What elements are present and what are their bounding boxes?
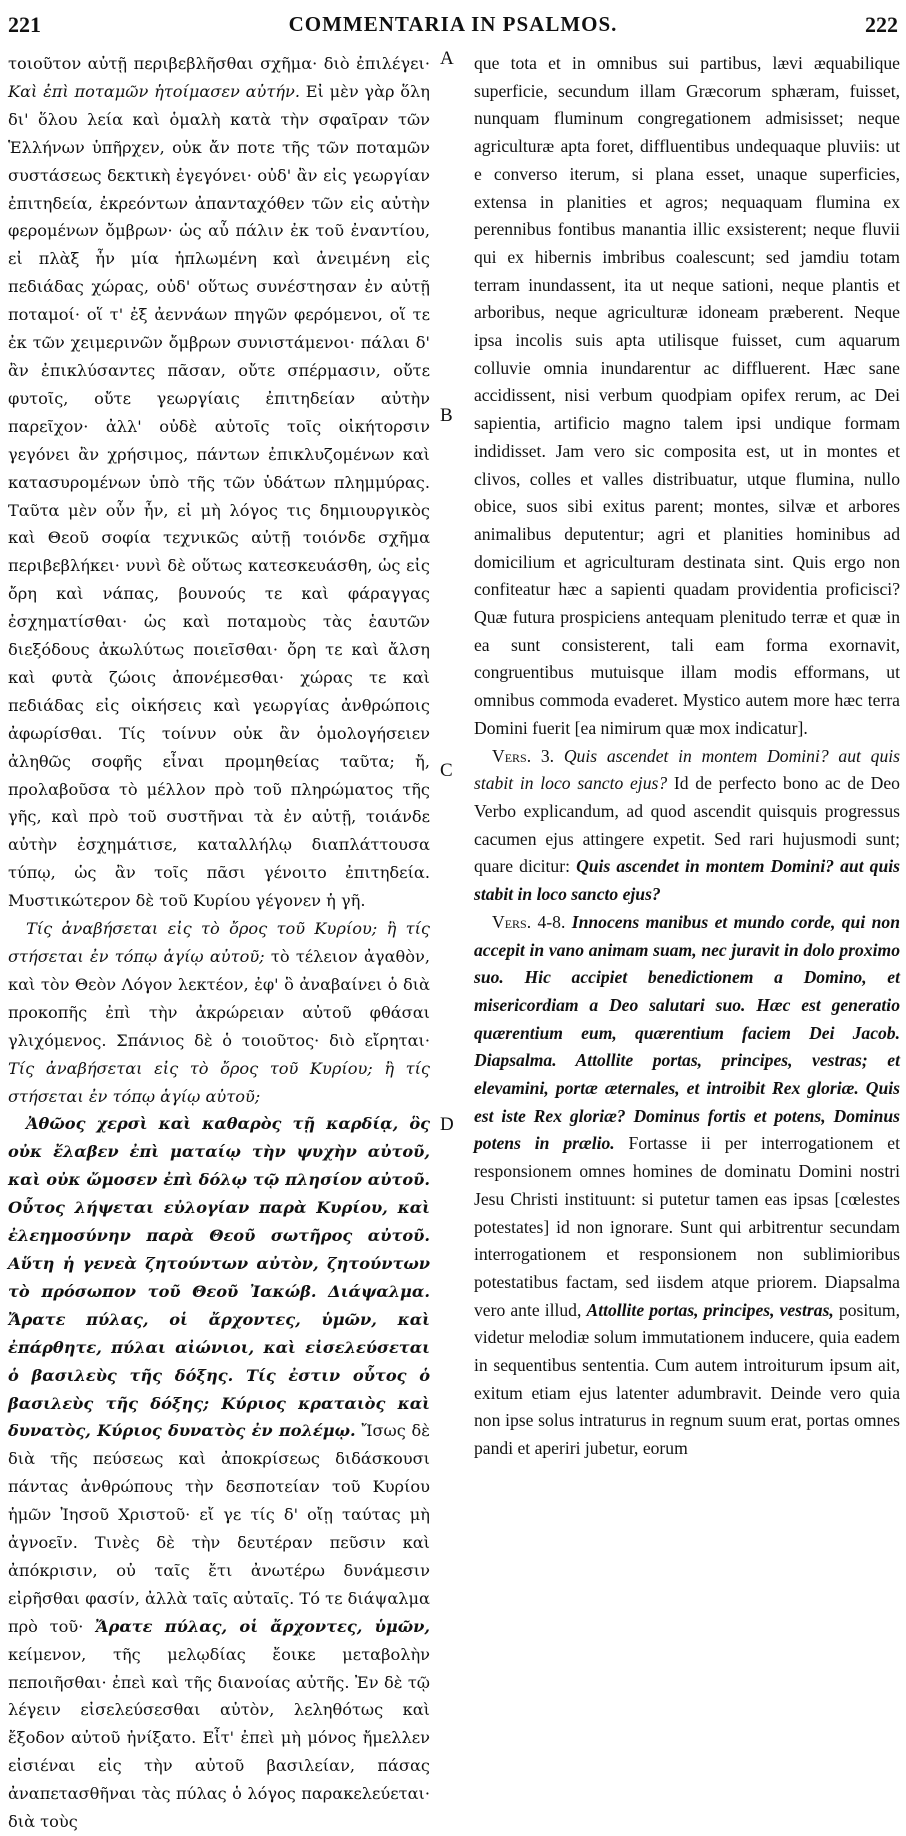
- greek-paragraph-2: [8, 915, 430, 1110]
- section-marker-b: B: [440, 405, 453, 426]
- greek-column: [8, 50, 430, 1832]
- greek-text: κείμενον, τῆς μελῳδίας ἔοικε μεταβολὴν πεποιῆσθαι· ἐπεὶ καὶ τῆς διανοίας αὐτῆς. Ἐν δὲ τῷ λέγειν εἰσελεύσεσθαι αὐτὸν, λεληθότως καὶ ἔξοδον αὐτοῦ ἠνίξατο. Εἶτ' ἐπεὶ μὴ μόνος ἤμελλεν εἰσιέναι εἰς τὴν αὐτοῦ βασιλείαν, πάσας ἀναπετασθῆναι τὰς πύλας ὁ λόγος παρακελεύεται· διὰ τοὺς: [8, 1644, 430, 1832]
- greek-psalm-quote: Τίς ἀναβήσεται εἰς τὸ ὄρος τοῦ Κυρίου; ἢ τίς στήσεται ἐν τόπῳ ἁγίῳ αὐτοῦ;: [8, 919, 430, 966]
- latin-psalm-quote: Attollite portas, principes, vestras,: [586, 1299, 834, 1320]
- latin-paragraph-1: que tota et in omnibus sui partibus, lævi æquabilique superficie, secundum illam Græcorum sphæram, fuisset, nunquam fluminum congregationem admisisset; neque agriculturæ apta foret, diffluentibus undequaque pluviis: ut e converso iterum, si plana esset, unaque superficies, extensa in planities et agros; nequaquam flumina ex perennibus fontibus manantia illic exsisterent; neque fluvii qui ex hibernis imbribus coalescunt; sed jamdiu totam terram inundassent, ita ut neque sationi, neque plantis et arboribus, neque agriculturæ idoneam præberent. Neque ipsa incolis suis apta utilisque fuisset, cum aquarum colluvie omnia inundarentur ac diffluerent. Hæc sane accidissent, nisi verbum quodpiam opifex rerum, ac Dei sapientia, artificio magno talem ipsi undique formam indidisset. Jam vero sic composita est, ut in montes et clivos, colles et valles distribuatur, utque flumina, nullo obice, suos sibi exitus parent; montes, silvæ et arbores animalibus deputentur; agri et planities hominibus ad domicilium et agriculturam destinata sint. Quis ergo non confiteatur hæc a sapienti quadam providentia proficisci? Quæ futura prospiciens antequam plenitudo terræ et quæ in ea sunt consisterent, tali eam forma exornavit, congruentibus mutuisque illam modis efformans, ut omnibus commoda evaderet. Mystico autem more hæc terra Domini fuerit [ea nimirum quæ mox indicatur].: [474, 53, 900, 738]
- greek-text: Ἴσως δὲ διὰ τῆς πεύσεως καὶ ἀποκρίσεως διδάσκουσι πάντας ἀνθρώπους τὴν δεσποτείαν τοῦ Κυρίου ἡμῶν Ἰησοῦ Χριστοῦ· εἴ γε τίς δ' οἴῃ ταύτας μὴ ἀγνοεῖν. Τινὲς δὲ τὴν δευτέραν πεῦσιν καὶ ἀπόκρισιν, οὐ ταῖς ἔτι ἀνωτέρω δυνάμεσιν εἰρῆσθαι φασίν, ἀλλὰ ταῖς αὐταῖς. Τό τε διάψαλμα πρὸ τοῦ·: [8, 1421, 430, 1636]
- page-number-left: 221: [8, 12, 41, 37]
- section-marker-a: A: [440, 48, 454, 69]
- section-marker-d: D: [440, 1114, 454, 1135]
- latin-text: positum, videtur melodiæ solum immutationem inducere, quia eadem in sequentibus sententia. Cum autem introiturum ipsum ait, exitum etiam ejus latenter adumbravit. Deinde vero quia non ipse solus intraturus in regnum suum erat, portas omnes pandi et aperiri jubetur, eorum: [474, 1299, 900, 1459]
- latin-text: Id de perfecto bono ac de Deo Verbo explicandum, ad quod ascendit quisquis progressus cacumen ejus attingere expetit. Sed rari hujusmodi sunt; quare dicitur:: [474, 773, 900, 877]
- section-marker-c: C: [440, 760, 453, 781]
- greek-paragraph-3: [8, 1110, 430, 1836]
- latin-column: [474, 50, 900, 1581]
- running-title: COMMENTARIA IN PSALMOS.: [288, 12, 618, 36]
- latin-paragraph-3: [474, 909, 900, 1463]
- greek-text: τὸ τέλειον ἀγαθὸν, καὶ τὸν Θεὸν Λόγον λεκτέον, ἐφ' ὃ ἀναβαίνει ὁ διὰ προκοπῆς ἐπὶ τὴν ἀκρώρειαν αὐτοῦ φθάσαι γλιχόμενος. Σπάνιος δὲ ὁ τοιοῦτος· διὸ εἴρηται·: [8, 947, 430, 1050]
- page-number-right: 222: [865, 12, 898, 37]
- greek-text: Εἰ μὲν γὰρ ὅλη δι' ὅλου λεία καὶ ὁμαλὴ κατὰ τὴν σφαῖραν τῶν Ἑλλήνων ὑπῆρχεν, οὐκ ἄν ποτε τῆς τῶν ποταμῶν συστάσεως δεκτικὴ ἐγεγόνει· οὐδ' ἂν εἰς γεωργίαν ἐπιτηδεία, ἐκρεόντων ἀπανταχόθεν τῶν εἰς αὐτὴν φερομένων ὄμβρων· ὡς αὖ πάλιν ἐκ τοῦ ἐναντίου, εἰ πλὰξ ἦν μία ἡπλωμένη καὶ ἀνειμένη εἰς πεδιάδας χώρας, οὐδ' οὕτως συνέστησαν ἐν αὐτῇ ποταμοί· οἵ τ' ἐξ ἀεννάων πηγῶν φερόμενοι, οἵ τε ἐκ τῶν χειμερινῶν ὄμβρων συνιστάμενοι· πάλαι δ' ἂν ἐπικλύσαντες πᾶσαν, οὔτε σπέρμασιν, οὔτε φυτοῖς, οὔτε γεωργίαις ἐπιτηδείαν αὐτὴν παρεῖχον· ἀλλ' οὐδὲ αὐτοῖς τοῖς οἰκήτορσιν γεγόνει ἂν χρήσιμος, πάντων ἐπικλυζομένων καὶ κατασυρομένων ὑπὸ τῆς τῶν ὑδάτων πλημμύρας. Ταῦτα μὲν οὖν ἦν, εἰ μὴ λόγος τις δημιουργικὸς καὶ Θεοῦ σοφία τεχνικῶς αὐτῇ τοιόνδε σχῆμα περιβεβλήκει· νυνὶ δὲ οὕτως κατεσκευάσθη, ὡς εἰς ὄρη καὶ νάπας, βουνούς τε καὶ φάραγγας ἐσχηματίσθαι· ὡς καὶ ποταμοὺς τὰς ἑαυτῶν διεξόδους ἀκωλύτως ποιεῖσθαι· ὄρη τε καὶ ἄλση καὶ φυτὰ ζώοις ἀπονέμεσθαι· χώρας τε καὶ πεδιάδας εἰς οἰκήσεις καὶ γεωργίας ἀνθρώποις ἀφωρίσθαι. Τίς τοίνυν οὐκ ἂν ὁμολογήσειεν ἀληθῶς σοφῆς εἶναι προμηθείας ταῦτα; ἤ, προλαβοῦσα τὸ μέλλον πρὸ τοῦ πληρώματος τῆς γῆς, καὶ πρὸ τοῦ συστῆναι τὰ ἐν αὐτῇ, τοιάνδε αὐτὴν ἐσχημάτισε, καταλλήλῳ διαπλάττουσα τύπῳ, ὡς ἂν τοῖς πᾶσι γένοιτο ἐπιτηδεία. Μυστικώτερον δὲ τοῦ Κυρίου γέγονεν ἡ γῆ.: [8, 81, 430, 911]
- greek-psalm-verses: Ἀθῶος χερσὶ καὶ καθαρὸς τῇ καρδίᾳ, ὃς οὐκ ἔλαβεν ἐπὶ ματαίῳ τὴν ψυχὴν αὐτοῦ, καὶ οὐκ ὤμοσεν ἐπὶ δόλῳ τῷ πλησίον αὐτοῦ. Οὗτος λήψεται εὐλογίαν παρὰ Κυρίου, καὶ ἐλεημοσύνην παρὰ Θεοῦ σωτῆρος αὐτοῦ. Αὕτη ἡ γενεὰ ζητούντων αὐτὸν, ζητούντων τὸ πρόσωπον τοῦ Θεοῦ Ἰακώβ. Διάψαλμα. Ἄρατε πύλας, οἱ ἄρχοντες, ὑμῶν, καὶ ἐπάρθητε, πύλαι αἰώνιοι, καὶ εἰσελεύσεται ὁ βασιλεὺς τῆς δόξης. Τίς ἐστιν οὗτος ὁ βασιλεὺς τῆς δόξης; Κύριος κραταιὸς καὶ δυνατὸς, Κύριος δυνατὸς ἐν πολέμῳ.: [8, 1114, 430, 1441]
- greek-paragraph-1: [8, 50, 430, 915]
- latin-psalm-quote: Quis ascendet in montem Domini? aut quis stabit in loco sancto ejus?: [474, 856, 900, 905]
- latin-paragraph-2: [474, 743, 900, 909]
- greek-psalm-quote: Τίς ἀναβήσεται εἰς τὸ ὄρος τοῦ Κυρίου; ἢ τίς στήσεται ἐν τόπῳ ἁγίῳ αὐτοῦ;: [8, 1058, 430, 1106]
- greek-text: τοιοῦτον αὐτῇ περιβεβλῆσθαι σχῆμα· διὸ ἐπιλέγει·: [8, 54, 430, 73]
- greek-psalm-quote: Καὶ ἐπὶ ποταμῶν ἡτοίμασεν αὐτήν.: [8, 81, 300, 101]
- verse-label: Vers. 4-8.: [492, 911, 566, 932]
- verse-label: Vers. 3.: [492, 745, 555, 766]
- latin-psalm-quote: Quis ascendet in montem Domini? aut quis stabit in loco sancto ejus?: [474, 745, 900, 794]
- latin-text: Fortasse ii per interrogationem et responsionem omnes homines de dominatu Domini nostri Jesu Christi instituunt: si putetur tamen eas ipsas [cœlestes potestates] id non ignorare. Sunt qui arbitrentur secundam interrogationem et responsionem non sublimioribus potestatibus factam, sed iisdem atque priorem. Diapsalma vero ante illud,: [474, 1133, 900, 1320]
- latin-psalm-verses: Innocens manibus et mundo corde, qui non accepit in vano animam suam, nec juravit in dolo proximo suo. Hic accipiet benedictionem a Domino, et misericordiam a Deo salutari suo. Hæc est generatio quærentium eum, quærentium faciem Dei Jacob. Diapsalma. Attollite portas, principes, vestras; et elevamini, portæ æternales, et introibit Rex gloriæ. Quis est iste Rex gloriæ? Dominus fortis et potens, Dominus potens in prælio.: [474, 911, 900, 1154]
- greek-psalm-quote: Ἄρατε πύλας, οἱ ἄρχοντες, ὑμῶν,: [95, 1616, 430, 1636]
